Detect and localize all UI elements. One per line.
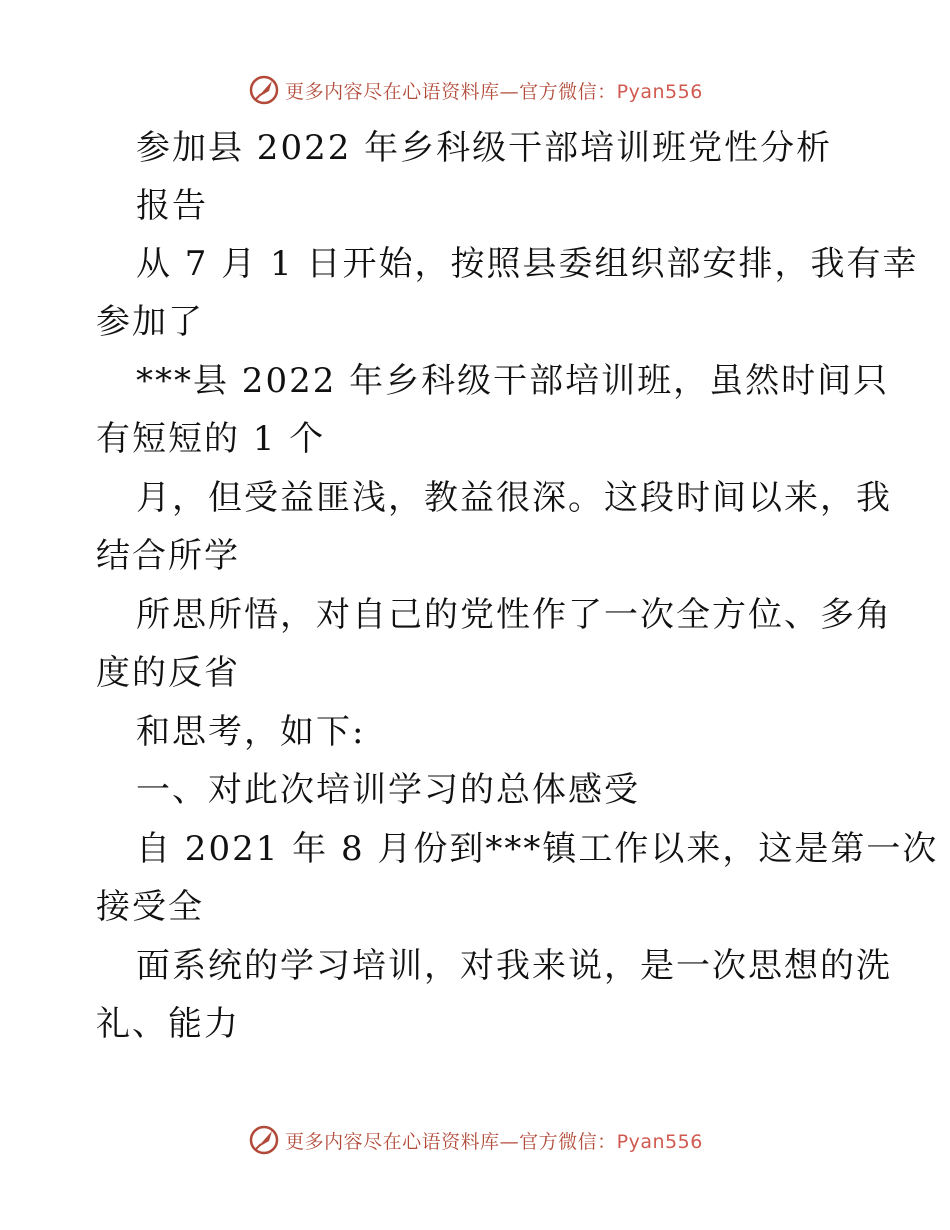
- banner-wechat-id: Pyan556: [616, 1130, 703, 1153]
- text-line: 面系统的学习培训，对我来说，是一次思想的洗: [136, 946, 892, 986]
- text-line: 结合所学: [96, 536, 240, 576]
- text-line: 从 7 月 1 日开始，按照县委组织部安排，我有幸: [136, 244, 919, 284]
- text-line: 和思考，如下:: [136, 712, 366, 752]
- text-line: ***县 2022 年乡科级干部培训班，虽然时间只: [136, 361, 890, 401]
- banner-slogan: 更多内容尽在心语资料库—官方微信：: [285, 1130, 617, 1153]
- quill-pen-logo-icon: [247, 73, 281, 107]
- quill-pen-logo-icon: [247, 1123, 281, 1157]
- header-banner: [0, 70, 950, 110]
- banner-text: [285, 1127, 703, 1154]
- banner-slogan: 更多内容尽在心语资料库—官方微信：: [285, 80, 617, 103]
- text-line: 度的反省: [96, 653, 240, 693]
- banner-text: [285, 77, 703, 104]
- text-line: 有短短的 1 个: [96, 419, 326, 459]
- title-line-1: 参加县 2022 年乡科级干部培训班党性分析: [136, 128, 833, 168]
- banner-wechat-id: Pyan556: [616, 80, 703, 103]
- text-line: 参加了: [96, 302, 204, 342]
- section-heading: 一、对此次培训学习的总体感受: [136, 770, 640, 810]
- text-line: 礼、能力: [96, 1004, 240, 1044]
- text-line: 月，但受益匪浅，教益很深。这段时间以来，我: [136, 478, 892, 518]
- text-line: 自 2021 年 8 月份到***镇工作以来，这是第一次: [136, 829, 939, 869]
- text-line: 接受全: [96, 887, 204, 927]
- title-line-2: 报告: [136, 186, 208, 226]
- footer-banner: [0, 1120, 950, 1160]
- text-line: 所思所悟，对自己的党性作了一次全方位、多角: [136, 595, 892, 635]
